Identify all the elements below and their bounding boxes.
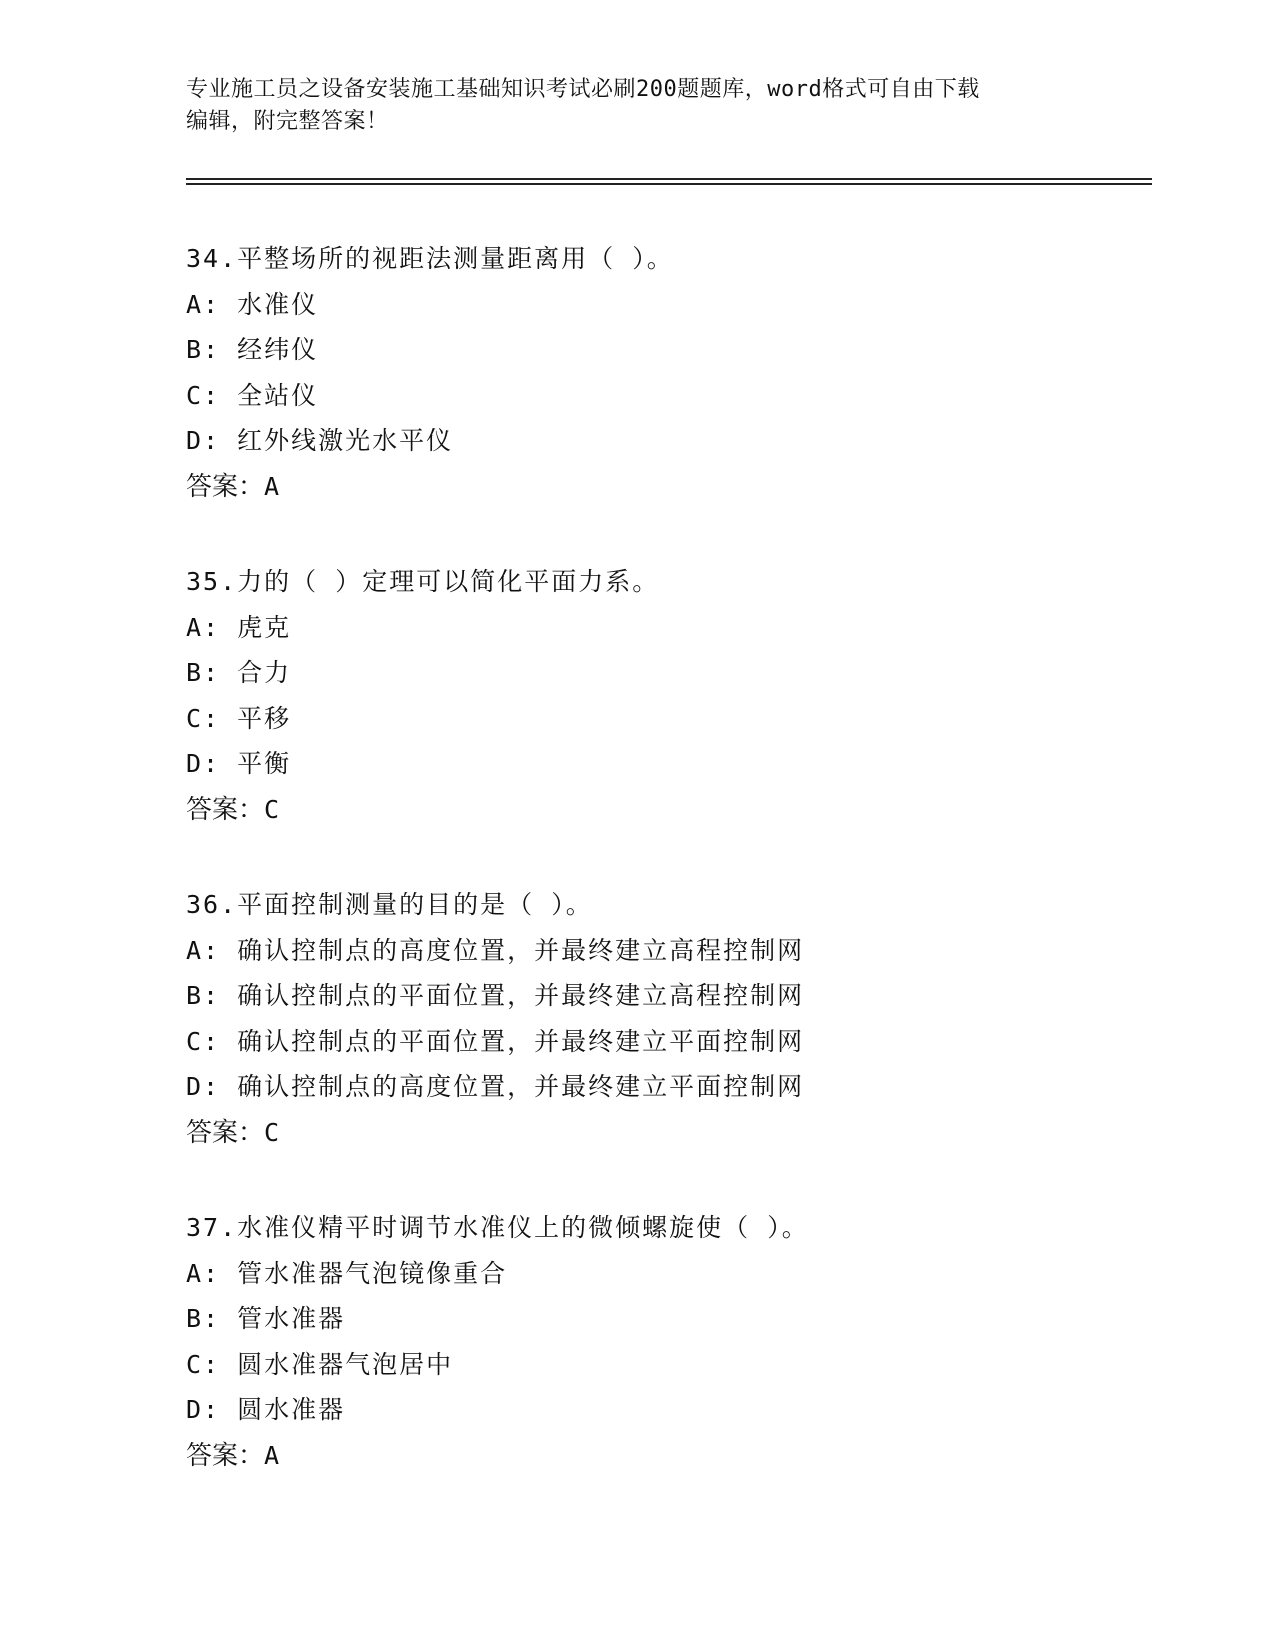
question-list: [186, 236, 1166, 1528]
option-d: D: 平衡: [186, 749, 292, 778]
option-c: C: 平移: [186, 703, 292, 733]
question-stem: 35.力的（ ）定理可以简化平面力系。: [186, 567, 660, 596]
option-d: D: 红外线激光水平仪: [186, 426, 454, 455]
option-a: A: 确认控制点的高度位置，并最终建立高程控制网: [186, 935, 805, 965]
answer: [186, 1433, 1166, 1479]
question-36: [186, 882, 1166, 1155]
option-c: C: 全站仪: [186, 380, 319, 410]
answer-label: 答案：: [186, 1117, 265, 1148]
option-d: D: 确认控制点的高度位置，并最终建立平面控制网: [186, 1072, 805, 1101]
question-37: [186, 1205, 1166, 1478]
option-b: B: 经纬仪: [186, 335, 319, 364]
answer-value: A: [264, 471, 280, 501]
answer: [186, 1110, 1166, 1156]
option-a: A: 管水准器气泡镜像重合: [186, 1258, 508, 1288]
header-title-line-2: 编辑，附完整答案！: [186, 109, 389, 134]
option-b: B: 合力: [186, 658, 292, 687]
header-title-line-1: 专业施工员之设备安装施工基础知识考试必刷200题题库，word格式可自由下载: [186, 77, 980, 102]
question-stem: 36.平面控制测量的目的是（ ）。: [186, 890, 593, 919]
answer-value: A: [264, 1440, 280, 1470]
answer-label: 答案：: [186, 471, 265, 502]
option-c: C: 圆水准器气泡居中: [186, 1349, 454, 1379]
option-d: D: 圆水准器: [186, 1395, 346, 1424]
option-c: C: 确认控制点的平面位置，并最终建立平面控制网: [186, 1026, 805, 1056]
answer-label: 答案：: [186, 794, 265, 825]
option-a: A: 虎克: [186, 612, 292, 642]
question-stem: 34.平整场所的视距法测量距离用（ ）。: [186, 244, 674, 273]
question-35: [186, 559, 1166, 832]
question-34: [186, 236, 1166, 509]
document-header: [186, 74, 1086, 138]
question-stem: 37.水准仪精平时调节水准仪上的微倾螺旋使（ ）。: [186, 1213, 809, 1242]
answer: [186, 787, 1166, 833]
answer-label: 答案：: [186, 1440, 265, 1471]
answer-value: C: [264, 1117, 280, 1147]
answer: [186, 464, 1166, 510]
header-divider-top: [186, 178, 1152, 180]
option-b: B: 确认控制点的平面位置，并最终建立高程控制网: [186, 981, 805, 1010]
header-divider-bottom: [186, 183, 1152, 185]
option-b: B: 管水准器: [186, 1304, 346, 1333]
answer-value: C: [264, 794, 280, 824]
option-a: A: 水准仪: [186, 289, 319, 319]
